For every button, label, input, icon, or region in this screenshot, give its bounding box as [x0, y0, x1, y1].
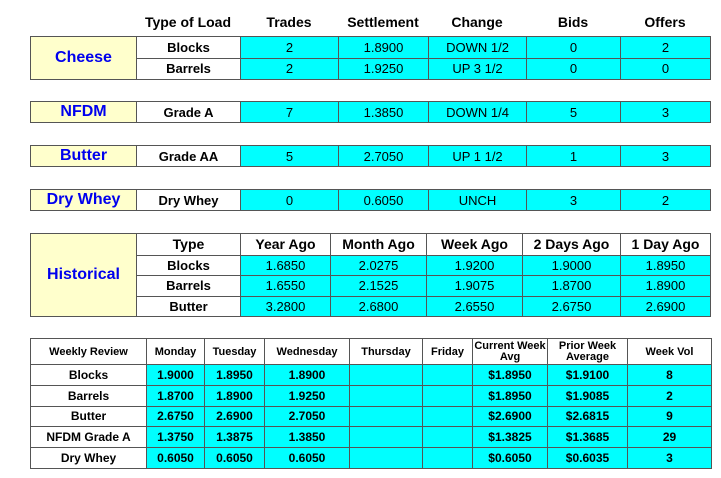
table-row — [31, 427, 712, 448]
weekly-product: Blocks — [31, 365, 147, 386]
historical-cell: 1.6550 — [241, 276, 331, 296]
weekly-cell — [423, 365, 473, 386]
butter-table — [30, 145, 711, 167]
historical-cell: 2.6800 — [331, 296, 427, 316]
weekly-cell: 1.9000 — [147, 365, 205, 386]
weekly-header-cell: Prior Week Average — [548, 339, 628, 365]
table-row — [31, 190, 711, 211]
weekly-cell — [350, 385, 423, 406]
historical-label: Historical — [31, 234, 137, 317]
weekly-header-cell: Tuesday — [205, 339, 265, 365]
table-row — [31, 365, 712, 386]
historical-header-cell: Week Ago — [427, 234, 523, 256]
weekly-product: Barrels — [31, 385, 147, 406]
historical-cell: 1.9200 — [427, 255, 523, 275]
header-bids: Bids — [557, 14, 589, 30]
bids-cell: 1 — [527, 146, 621, 167]
weekly-cell: $0.6050 — [473, 448, 548, 469]
weekly-cell: $2.6815 — [548, 406, 628, 427]
weekly-header-cell: Weekly Review — [31, 339, 147, 365]
weekly-cell: 0.6050 — [205, 448, 265, 469]
historical-cell: 2.6750 — [523, 296, 621, 316]
header-change: Change — [451, 14, 503, 30]
load-type: Grade A — [137, 102, 241, 123]
trades-cell: 7 — [241, 102, 339, 123]
weekly-cell — [423, 427, 473, 448]
weekly-cell — [350, 406, 423, 427]
load-type: Barrels — [137, 58, 241, 80]
bids-cell: 3 — [527, 190, 621, 211]
weekly-cell: 1.3750 — [147, 427, 205, 448]
weekly-cell: $1.3825 — [473, 427, 548, 448]
weekly-cell: $0.6035 — [548, 448, 628, 469]
offers-cell: 2 — [621, 37, 711, 59]
load-type: Blocks — [137, 37, 241, 59]
change-cell: DOWN 1/4 — [429, 102, 527, 123]
table-row — [31, 146, 711, 167]
weekly-cell: 1.8700 — [147, 385, 205, 406]
weekly-cell — [350, 448, 423, 469]
weekly-cell: $2.6900 — [473, 406, 548, 427]
weekly-cell — [350, 427, 423, 448]
historical-cell: 1.9000 — [523, 255, 621, 275]
change-cell: UP 3 1/2 — [429, 58, 527, 80]
historical-cell: 2.6550 — [427, 296, 523, 316]
settlement-cell: 2.7050 — [339, 146, 429, 167]
header-settlement: Settlement — [347, 14, 419, 30]
historical-cell: 3.2800 — [241, 296, 331, 316]
weekly-cell: 3 — [628, 448, 712, 469]
trades-cell: 2 — [241, 58, 339, 80]
weekly-product: NFDM Grade A — [31, 427, 147, 448]
weekly-cell — [423, 385, 473, 406]
dry-whey-table — [30, 189, 711, 211]
weekly-cell: $1.9100 — [548, 365, 628, 386]
settlement-cell: 1.3850 — [339, 102, 429, 123]
offers-cell: 3 — [621, 102, 711, 123]
historical-cell: 1.8700 — [523, 276, 621, 296]
weekly-cell: 29 — [628, 427, 712, 448]
settlement-cell: 1.9250 — [339, 58, 429, 80]
historical-header-cell: Month Ago — [331, 234, 427, 256]
table-row — [31, 234, 711, 256]
table-row — [31, 448, 712, 469]
historical-header-cell: Year Ago — [241, 234, 331, 256]
bids-cell: 0 — [527, 37, 621, 59]
historical-cell: 1.9075 — [427, 276, 523, 296]
settlement-cell: 1.8900 — [339, 37, 429, 59]
weekly-header-cell: Thursday — [350, 339, 423, 365]
change-cell: UP 1 1/2 — [429, 146, 527, 167]
weekly-cell: 1.3875 — [205, 427, 265, 448]
weekly-cell: 2.6900 — [205, 406, 265, 427]
weekly-cell: 1.9250 — [265, 385, 350, 406]
weekly-cell: 1.8950 — [205, 365, 265, 386]
historical-header-cell: 1 Day Ago — [621, 234, 711, 256]
historical-cell: 2.6900 — [621, 296, 711, 316]
cheese-label: Cheese — [31, 37, 137, 80]
trades-cell: 0 — [241, 190, 339, 211]
weekly-header-cell: Wednesday — [265, 339, 350, 365]
weekly-review-table — [30, 338, 712, 469]
bids-cell: 5 — [527, 102, 621, 123]
weekly-product: Dry Whey — [31, 448, 147, 469]
historical-cell: 1.8900 — [621, 276, 711, 296]
offers-cell: 3 — [621, 146, 711, 167]
trades-cell: 2 — [241, 37, 339, 59]
weekly-cell: $1.8950 — [473, 385, 548, 406]
table-row — [31, 37, 711, 59]
historical-header-cell: Type — [137, 234, 241, 256]
weekly-cell — [423, 448, 473, 469]
weekly-product: Butter — [31, 406, 147, 427]
historical-header-cell: 2 Days Ago — [523, 234, 621, 256]
weekly-cell: 2.6750 — [147, 406, 205, 427]
historical-cell: 2.0275 — [331, 255, 427, 275]
bids-cell: 0 — [527, 58, 621, 80]
historical-table — [30, 233, 711, 317]
historical-cell: 1.8950 — [621, 255, 711, 275]
dry-whey-label: Dry Whey — [31, 190, 137, 211]
weekly-cell: 0.6050 — [265, 448, 350, 469]
historical-type: Butter — [137, 296, 241, 316]
weekly-cell: 2.7050 — [265, 406, 350, 427]
weekly-cell: 8 — [628, 365, 712, 386]
change-cell: DOWN 1/2 — [429, 37, 527, 59]
change-cell: UNCH — [429, 190, 527, 211]
weekly-cell: 1.8900 — [265, 365, 350, 386]
weekly-cell: 0.6050 — [147, 448, 205, 469]
weekly-header-row — [31, 339, 712, 365]
butter-label: Butter — [31, 146, 137, 167]
weekly-cell: 1.8900 — [205, 385, 265, 406]
weekly-cell: $1.8950 — [473, 365, 548, 386]
weekly-cell — [423, 406, 473, 427]
historical-cell: 2.1525 — [331, 276, 427, 296]
weekly-header-cell: Current Week Avg — [474, 339, 546, 363]
table-row — [31, 385, 712, 406]
header-offers: Offers — [644, 14, 686, 30]
weekly-cell — [350, 365, 423, 386]
historical-type: Blocks — [137, 255, 241, 275]
settlement-cell: 0.6050 — [339, 190, 429, 211]
weekly-header-cell: Monday — [147, 339, 205, 365]
nfdm-table — [30, 101, 711, 123]
header-trades: Trades — [266, 14, 312, 30]
historical-cell: 1.6850 — [241, 255, 331, 275]
weekly-cell: 1.3850 — [265, 427, 350, 448]
historical-type: Barrels — [137, 276, 241, 296]
cheese-table — [30, 36, 711, 80]
offers-cell: 2 — [621, 190, 711, 211]
weekly-cell: $1.3685 — [548, 427, 628, 448]
weekly-cell: 9 — [628, 406, 712, 427]
weekly-header-cell: Week Vol — [628, 339, 712, 365]
table-row — [31, 102, 711, 123]
weekly-cell: $1.9085 — [548, 385, 628, 406]
load-type: Grade AA — [137, 146, 241, 167]
load-type: Dry Whey — [137, 190, 241, 211]
offers-cell: 0 — [621, 58, 711, 80]
header-type-of-load: Type of Load — [144, 14, 232, 30]
nfdm-label: NFDM — [31, 102, 137, 123]
weekly-header-cell: Friday — [423, 339, 473, 365]
trades-cell: 5 — [241, 146, 339, 167]
table-row — [31, 406, 712, 427]
weekly-cell: 2 — [628, 385, 712, 406]
